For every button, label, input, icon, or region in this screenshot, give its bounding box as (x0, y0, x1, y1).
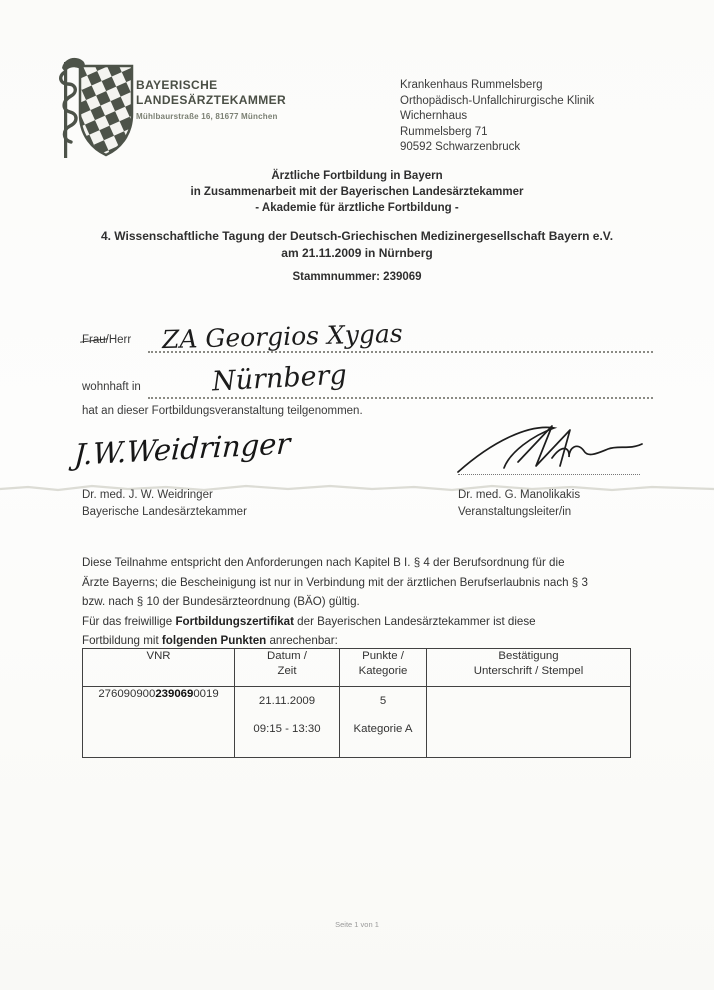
event-title-line1: 4. Wissenschaftliche Tagung der Deutsch-Griechischen Medizinergesellschaft Bayern e.V. (100, 229, 614, 243)
signature-weidringer-handwritten: J.W.Weidringer (73, 426, 292, 472)
cell-bestaetigung-empty (427, 687, 631, 758)
legal-line2: Ärzte Bayerns; die Bescheinigung ist nur in Verbindung mit der ärztlichen Berufserlaubnis nach § 3 (82, 575, 588, 589)
salutation-herr: /Herr (105, 334, 132, 346)
legal-line3: bzw. nach § 10 der Bundesärzteordnung (BÄO) gültig. (82, 595, 360, 609)
signatory-left (82, 487, 247, 521)
residence-handwritten: Nürnberg (211, 359, 348, 398)
header-punkte-kategorie (340, 649, 427, 687)
signatory-right (458, 487, 580, 521)
legal-line5-bold: folgenden Punkten (161, 634, 267, 648)
event-title (0, 228, 714, 262)
recipient-line: Rummelsberg 71 (400, 125, 488, 138)
table-data-row (83, 687, 631, 758)
vnr-post: 0019 (193, 688, 219, 700)
vnr-stamm-bold: 239069 (155, 688, 194, 700)
doc-title-block (0, 168, 714, 216)
event-date: 21.11.2009 (258, 695, 316, 707)
legal-line1: Diese Teilnahme entspricht den Anforderungen nach Kapitel B I. § 4 der Berufsordnung für die (82, 556, 565, 569)
salutation-label (82, 334, 131, 346)
header-punkte-line2: Kategorie (358, 665, 408, 677)
header-datum-zeit (235, 649, 340, 687)
header-punkte-line1: Punkte / (362, 650, 404, 662)
header-vnr-line1: VNR (146, 650, 171, 662)
category-value: Kategorie A (353, 723, 413, 735)
header-bestaetigung-line2: Unterschrift / Stempel (473, 665, 584, 677)
recipient-address (400, 78, 594, 156)
signatory-right-name: Dr. med. G. Manolikakis (458, 489, 581, 501)
cell-punkte-kategorie (340, 687, 427, 758)
recipient-line: Krankenhaus Rummelsberg (400, 79, 543, 91)
org-name (136, 78, 286, 107)
participant-name-handwritten: ZA Georgios Xygas (161, 318, 403, 355)
org-name-line2: LANDESÄRZTEKAMMER (136, 92, 287, 107)
residence-label: wohnhaft in (82, 381, 141, 393)
header-vnr (83, 649, 235, 687)
doc-title-line1: Ärztliche Fortbildung in Bayern (271, 170, 443, 182)
org-name-line1: BAYERISCHE (136, 78, 218, 92)
signature-dotted-line (458, 474, 640, 475)
points-table (82, 648, 631, 758)
recipient-line: Orthopädisch-Unfallchirurgische Klinik (400, 94, 595, 107)
legal-line4-post: der Bayerischen Landesärztekammer ist diese (293, 614, 536, 628)
doc-title-line3: - Akademie für ärztliche Fortbildung - (255, 202, 459, 214)
legal-line4 (82, 612, 657, 632)
header-datum-line1: Datum / (267, 650, 307, 662)
header-bestaetigung-line1: Bestätigung (498, 650, 559, 662)
legal-line4-bold: Fortbildungszertifikat (175, 614, 294, 628)
vnr-pre: 276090900 (98, 688, 156, 700)
stamm-number: Stammnummer: 239069 (292, 271, 422, 283)
signature-scrawl-icon (452, 420, 648, 478)
legal-paragraph (82, 553, 657, 651)
org-address: Mühlbaurstraße 16, 81677 München (136, 112, 278, 121)
signatory-left-name: Dr. med. J. W. Weidringer (82, 489, 213, 501)
recipient-line: Wichernhaus (400, 110, 468, 123)
legal-line5-pre: Fortbildung mit (82, 634, 162, 648)
legal-line4-pre: Für das freiwillige (82, 614, 176, 628)
page-footer: Seite 1 von 1 (335, 920, 379, 929)
header-datum-line2: Zeit (277, 665, 297, 677)
salutation-frau-struck: Frau (82, 334, 106, 346)
participation-statement: hat an dieser Fortbildungsveranstaltung teilgenommen. (82, 405, 363, 417)
header-bestaetigung (427, 649, 631, 687)
cell-datum-zeit (235, 687, 340, 758)
signatory-left-org: Bayerische Landesärztekammer (82, 506, 247, 518)
event-title-line2: am 21.11.2009 in Nürnberg (281, 246, 433, 260)
bavarian-shield-aesculapius-icon (56, 52, 138, 164)
doc-title-line2: in Zusammenarbeit mit der Bayerischen Landesärztekammer (190, 186, 524, 198)
signatory-right-role: Veranstaltungsleiter/in (458, 506, 572, 518)
table-header-row (83, 649, 631, 687)
cell-vnr (83, 687, 235, 758)
recipient-line: 90592 Schwarzenbruck (400, 141, 521, 154)
residence-dotted-line (148, 397, 653, 399)
legal-line5-post: anrechenbar: (266, 634, 338, 648)
points-value: 5 (379, 695, 387, 707)
event-time: 09:15 - 13:30 (253, 723, 321, 735)
blaek-logo (56, 52, 138, 169)
